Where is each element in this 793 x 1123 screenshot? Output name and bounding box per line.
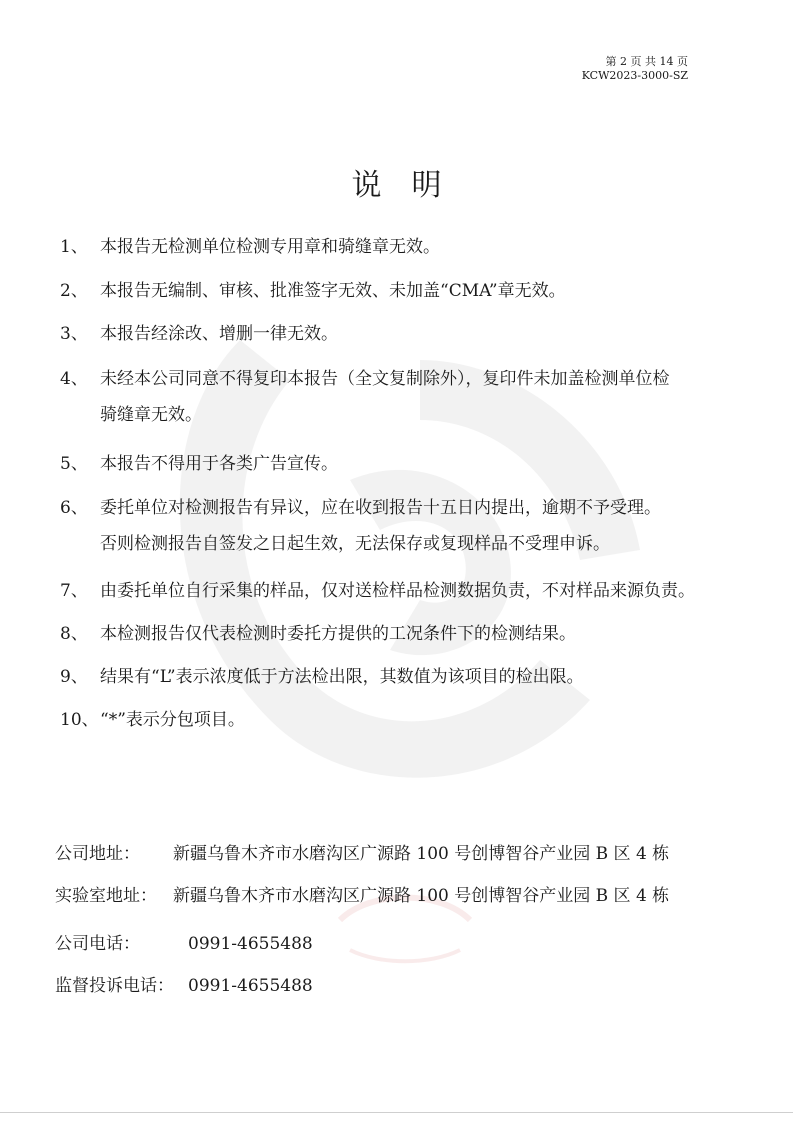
item-number: 6、	[60, 498, 88, 518]
address-value: 新疆乌鲁木齐市水磨沟区广源路 100 号创博智谷产业园 B 区 4 栋	[173, 844, 670, 864]
complaint-phone-value: 0991-4655488	[188, 976, 313, 996]
item-number: 5、	[60, 454, 88, 474]
item-number: 2、	[60, 281, 88, 301]
lab-address-value: 新疆乌鲁木齐市水磨沟区广源路 100 号创博智谷产业园 B 区 4 栋	[173, 886, 670, 906]
item-number: 10、	[60, 710, 99, 730]
phone-label: 公司电话：	[55, 934, 140, 954]
phone-value: 0991-4655488	[188, 934, 313, 954]
lab-address-label: 实验室地址：	[55, 886, 157, 906]
page-number: 第 2 页 共 14 页	[605, 55, 688, 68]
item-text-continued: 骑缝章无效。	[100, 405, 202, 425]
item-number: 4、	[60, 369, 88, 389]
complaint-label: 监督投诉电话：	[55, 976, 174, 996]
item-text: 本报告无检测单位检测专用章和骑缝章无效。	[100, 237, 440, 257]
item-text-continued: 否则检测报告自签发之日起生效，无法保存或复现样品不受理申诉。	[100, 534, 610, 554]
item-text: 委托单位对检测报告有异议，应在收到报告十五日内提出，逾期不予受理。	[100, 498, 661, 518]
item-text: 由委托单位自行采集的样品，仅对送检样品检测数据负责，不对样品来源负责。	[100, 581, 695, 601]
item-number: 3、	[60, 324, 88, 344]
page-header	[582, 55, 688, 83]
bottom-divider	[0, 1112, 793, 1113]
report-number: KCW2023-3000-SZ	[581, 69, 688, 82]
item-text: 本检测报告仅代表检测时委托方提供的工况条件下的检测结果。	[100, 624, 576, 644]
item-number: 7、	[60, 581, 88, 601]
item-number: 9、	[60, 667, 88, 687]
item-text: “*”表示分包项目。	[100, 710, 245, 730]
page-title: 说明	[351, 168, 472, 203]
item-text: 未经本公司同意不得复印本报告（全文复制除外），复印件未加盖检测单位检	[100, 369, 670, 389]
item-text: 本报告经涂改、增删一律无效。	[100, 324, 338, 344]
item-text: 结果有“L”表示浓度低于方法检出限，其数值为该项目的检出限。	[100, 667, 584, 687]
item-text: 本报告无编制、审核、批准签字无效、未加盖“CMA”章无效。	[100, 281, 566, 301]
item-number: 8、	[60, 624, 88, 644]
item-text: 本报告不得用于各类广告宣传。	[100, 454, 338, 474]
item-number: 1、	[60, 237, 88, 257]
address-label: 公司地址：	[55, 844, 140, 864]
